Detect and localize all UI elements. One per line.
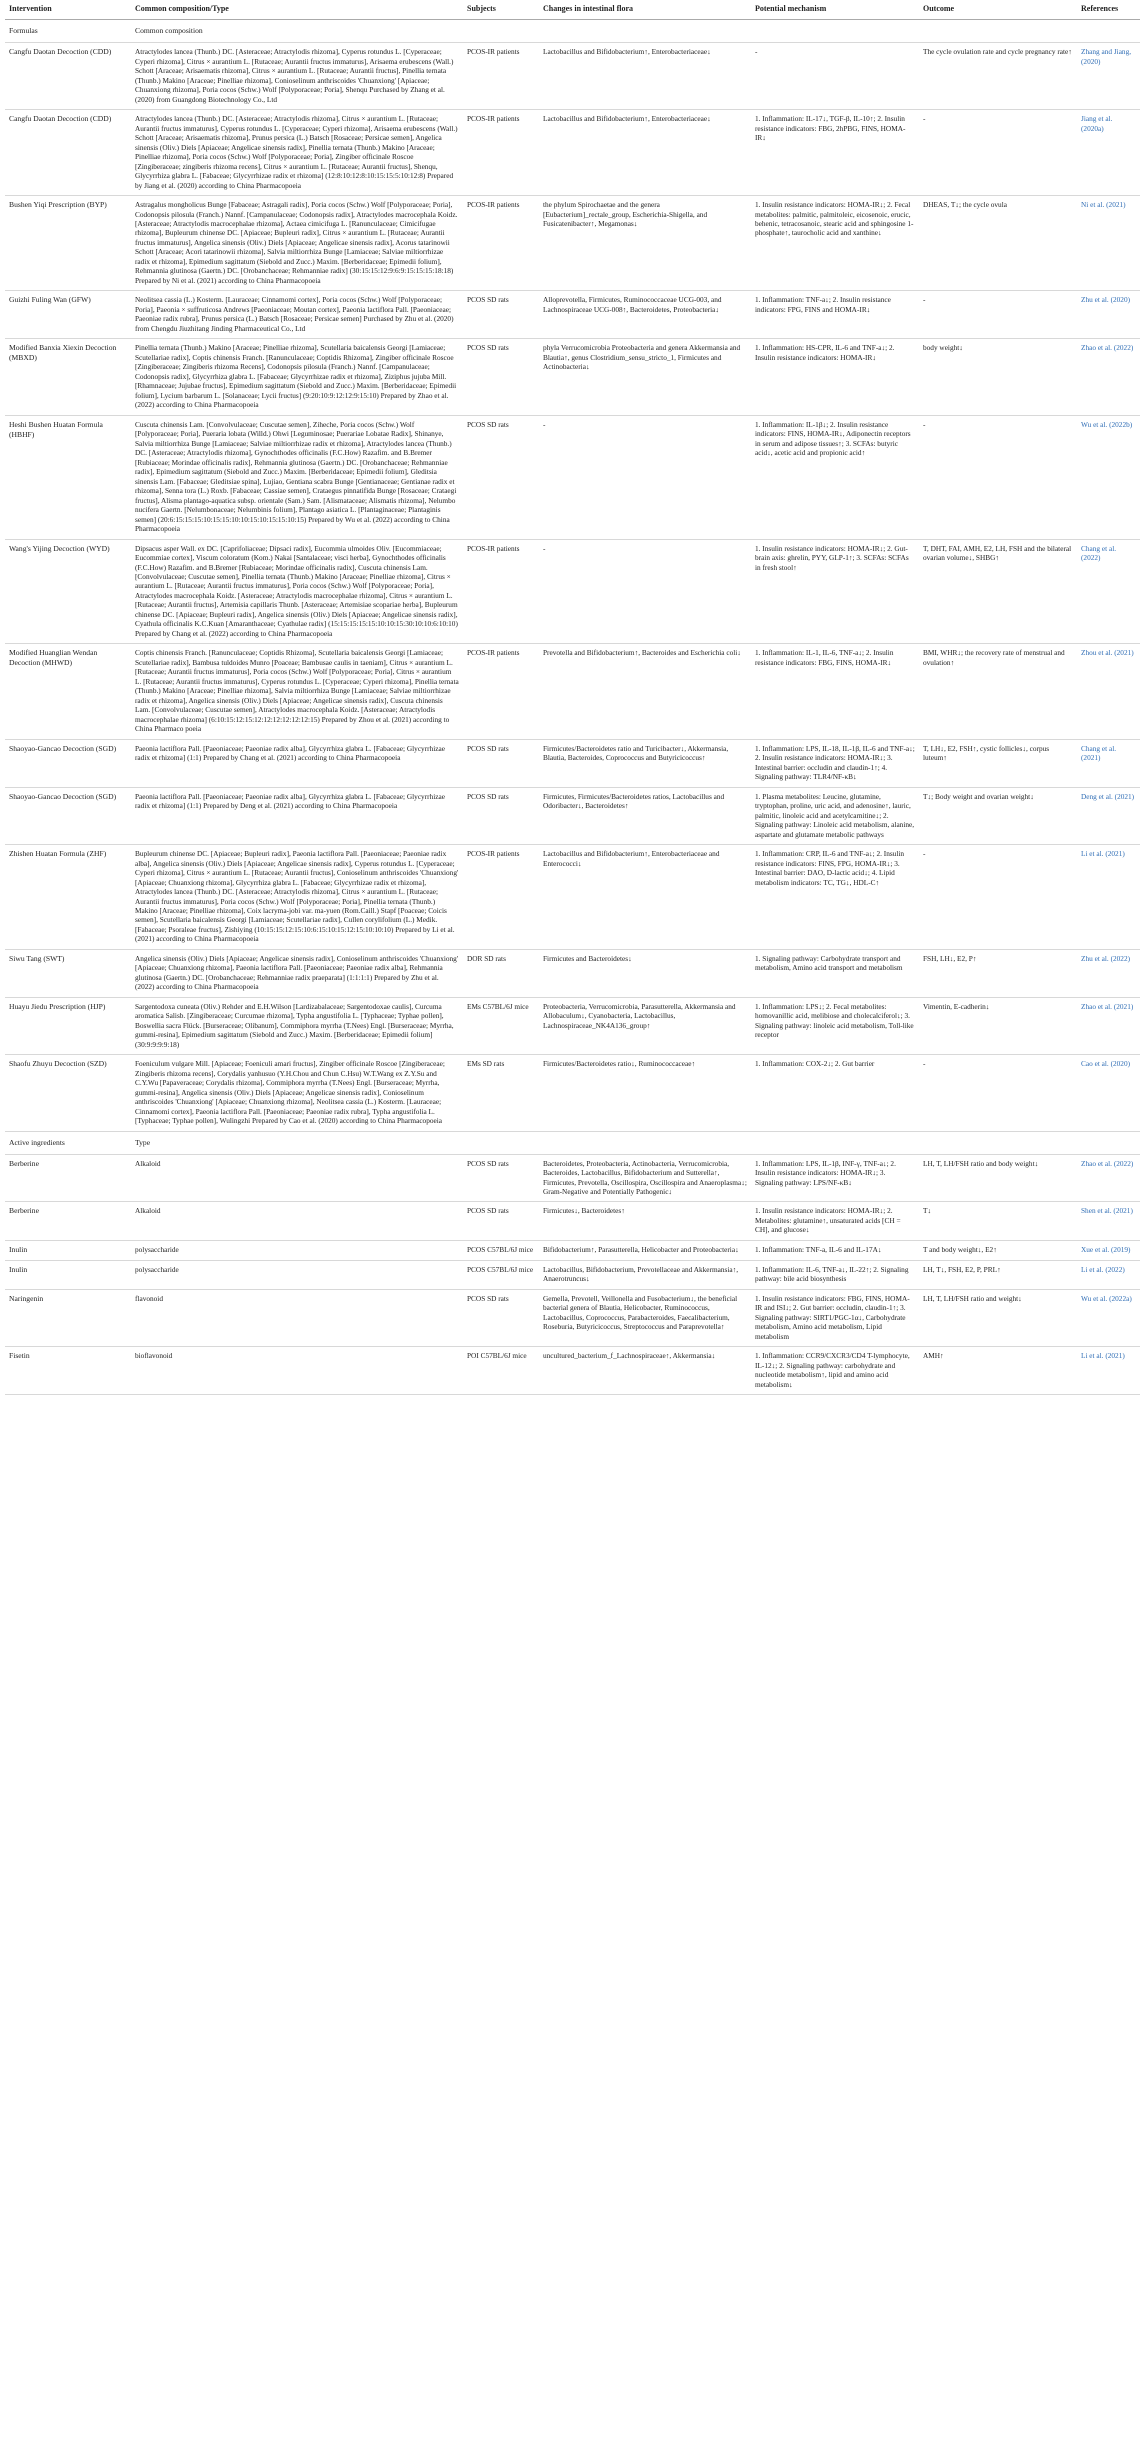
cell-outcome: Vimentin, E-cadherin↓ [919,997,1077,1054]
cell-intervention: Shaoyao-Gancao Decoction (SGD) [5,739,131,787]
cell-reference[interactable]: Wu et al. (2022a) [1077,1289,1140,1346]
cell-outcome: T↓ [919,1202,1077,1240]
cell-flora: Proteobacteria, Verrucomicrobia, Parasutterella, Akkermansia and Allobaculum↓, Cyanobacteria, Lactobacillus, Lachnospiraceae_NK4A136_group↑ [539,997,751,1054]
cell-outcome: - [919,1055,1077,1131]
cell-flora: Prevotella and Bifidobacterium↑, Bacteroides and Escherichia coli↓ [539,644,751,739]
section-formulas-col2: Common composition [131,20,463,43]
cell-reference[interactable]: Ni et al. (2021) [1077,196,1140,291]
intervention-table [5,0,1140,1395]
cell-outcome: - [919,415,1077,539]
cell-subjects: PCOS-IR patients [463,196,539,291]
cell-flora: Firmicutes, Firmicutes/Bacteroidetes ratios, Lactobacillus and Odoribacter↓, Bacteroidetes↑ [539,787,751,844]
cell-subjects: PCOS-IR patients [463,845,539,950]
cell-composition: Foeniculum vulgare Mill. [Apiaceae; Foeniculi amari fructus], Zingiber officinale Roscoe [Zingiberaceae; Zingiberis rhizoma recens], Corydalis yanhusuo (Y.H.Chou and Chun C.Hsu) W.T.Wang ex Z.Y.Su and C.Y.Wu [Papaveraceae; Corydalis rhizoma], Commiphora myrrha (T.Nees) Engl. [Burseraceae; Myrrha, gummi-resina], Angelica sinensis (Oliv.) Diels [Apiaceae; Angelicae sinensis radix], Conioselinum anthriscoides 'Chuanxiong' [Apiaceae; Chuanxiong rhizoma], Neolitsea cassia (L.) Kosterm. [Lauraceae; Cinnamomi cortex], Paeonia lactiflora Pall. [Paeoniaceae; Paeoniae radix rubra], Typha angustifolia L. [Typhaceae; Typhae pollen], Wulingzhi Prepared by Cao et al. (2020) according to China Pharmacopoeia [131,1055,463,1131]
table-row [5,43,1140,110]
cell-composition: Dipsacus asper Wall. ex DC. [Caprifoliaceae; Dipsaci radix], Eucommia ulmoides Oliv. [Eucommiaceae; Eucommiae cortex], Viscum coloratum (Kom.) Nakai [Santalaceae; visci herba], Gynochthodes officinalis (F.C.How) Razafim. and B.Bremer [Rubiaceae; Morindae officinalis radix], Cuscuta chinensis Lam. [Convolvulaceae; Cuscutae semen], Pinellia ternata (Thunb.) Makino [Araceae; Pinelliae rhizoma], Citrus × aurantium L. [Rutaceae; Aurantii fructus immaturus], Poria cocos (Schw.) Wolf [Polyporaceae; Poria], Atractylodes macrocephala Koidz. [Asteraceae; Atractylodis macrocephalae rhizoma], Citrus × aurantium L. [Rutaceae; Aurantii fructus], Artemisia capillaris Thunb. [Asteraceae; Artemisiae scopariae herba], Bupleurum chinense DC. [Apiaceae; Bupleuri radix], Angelica sinensis (Oliv.) Diels [Apiaceae; Angelicae sinensis radix], Cyathula officinalis K.C.Kuan [Amaranthaceae; Cyathulae radix] (15:15:15:15:15:10:10:15:30:10:10:6:10:10) Prepared by Chang et al. (2022) according to China Pharmacopoeia [131,539,463,644]
cell-outcome: T, DHT, FAI, AMH, E2, LH, FSH and the bilateral ovarian volume↓, SHBG↑ [919,539,1077,644]
cell-flora: phyla Verrucomicrobia Proteobacteria and genera Akkermansia and Blautia↑, genus Clostridium_sensu_stricto_1, Firmicutes and Actinobacteria↓ [539,339,751,415]
cell-composition: Atractylodes lancea (Thunb.) DC. [Asteraceae; Atractylodis rhizoma], Cyperus rotundus L. [Cyperaceae; Cyperi rhizoma], Citrus × aurantium L. [Rutaceae; Aurantii fructus immaturus], Arisaema erubescens (Wall.) Schott [Araceae; Arisaematis rhizoma], Citrus × aurantium L. [Rutaceae; Aurantii fructus], Pinellia ternata (Thunb.) Makino [Araceae; Pinelliae rhizoma], Conioselinum anthriscoides 'Chuanxiong' [Apiaceae; Chuanxiong rhizoma], Poria cocos (Schw.) Wolf [Polyporaceae; Poria], Shenqu Purchased by Zhang et al. (2020) from Guangdong Biotechnology Co., Ltd [131,43,463,110]
cell-mechanism: 1. Inflammation: COX-2↓; 2. Gut barrier [751,1055,919,1131]
cell-flora: - [539,539,751,644]
cell-reference[interactable]: Zhao et al. (2022) [1077,1154,1140,1202]
cell-reference[interactable]: Chang et al. (2021) [1077,739,1140,787]
header-mechanism: Potential mechanism [751,0,919,20]
cell-flora: Lactobacillus and Bifidobacterium↑, Enterobacteriaceae↓ [539,43,751,110]
table-row [5,644,1140,739]
table-row [5,1289,1140,1346]
cell-subjects: PCOS SD rats [463,415,539,539]
cell-composition: Coptis chinensis Franch. [Ranunculaceae; Coptidis Rhizoma], Scutellaria baicalensis Georgi [Lamiaceae; Scutellariae radix], Bambusa tuldoides Munro [Poaceae; Bambusae caulis in taeniam], Citrus × aurantium L. [Rutaceae; Aurantii fructus immaturus], Poria cocos (Schw.) Wolf [Polyporaceae; Poria], Citrus × aurantium L. [Rutaceae; Aurantii fructus immaturus], Cyperus rotundus L. [Cyperaceae; Cyperi rhizoma], Pinellia ternata (Thunb.) Makino [Araceae; Pinelliae rhizoma], Salvia miltiorrhiza Bunge [Lamiaceae; Salviae miltiorrhizae radix et rhizoma], Angelica sinensis (Oliv.) Diels [Apiaceae; Angelicae sinensis radix], Cuscuta chinensis Lam. [Convolvulaceae; Cuscutae semen], Atractylodes macrocephala Koidz. [Asteraceae; Atractylodis macrocephalae rhizoma] (6:10:15:12:15:12:12:12:12:12:12:15) Prepared by Zhou et al. (2021) according to China Pharmaco poeia [131,644,463,739]
cell-outcome: T and body weight↓, E2↑ [919,1240,1077,1260]
cell-composition: Paeonia lactiflora Pall. [Paeoniaceae; Paeoniae radix alba], Glycyrrhiza glabra L. [Fabaceae; Glycyrrhizae radix et rhizoma] (1:1) Prepared by Chang et al. (2021) according to China Pharmacopoeia [131,739,463,787]
cell-composition: Sargentodoxa cuneata (Oliv.) Rehder and E.H.Wilson [Lardizabalaceae; Sargentodoxae caulis], Curcuma aromatica Salisb. [Zingiberaceae; Curcumae rhizoma], Typha angustifolia L. [Typhaceae; Typhae pollen], Boswellia sacra Flück. [Burseraceae; Olibanum], Commiphora myrrha (T.Nees) Engl. [Burseraceae; Myrrha, gummi-resina], Epimedium sagittatum (Siebold and Zucc.) Maxim. [Berberidaceae; Epimedii folium] (30:9:9:9:9:18) [131,997,463,1054]
cell-flora: Firmicutes/Bacteroidetes ratio and Turicibacter↓, Akkermansia, Blautia, Bacteroides, Coprococcus and Butyricicoccus↑ [539,739,751,787]
cell-composition: Astragalus mongholicus Bunge [Fabaceae; Astragali radix], Poria cocos (Schw.) Wolf [Polyporaceae; Poria], Codonopsis pilosula (Franch.) Nannf. [Campanulaceae; Codonopsis radix], Atractylodes macrocephala Koidz. [Asteraceae; Atractylodis macrocephalae rhizoma], Actaea cimicifuga L. [Ranunculaceae; Cimicifugae rhizoma], Bupleurum chinense DC. [Apiaceae; Bupleuri radix], Citrus × aurantium L. [Rutaceae; Aurantii fructus immaturus], Angelica sinensis (Oliv.) Diels [Apiaceae; Angelicae sinensis radix], Acorus tatarinowii Schott [Araceae; Acori tatarinowii rhizoma], Salvia miltiorrhiza Bunge [Lamiaceae; Salviae miltiorrhizae radix et rhizoma], Epimedium sagittatum (Siebold and Zucc.) Maxim. [Berberidaceae; Epimedii folium], Rehmannia glutinosa (Gaertn.) DC. [Orobanchaceae; Rehmanniae radix] (30:15:15:12:9:6:9:15:15:15:18:18) Prepared by Ni et al. (2021) according to China Pharmacopoeia [131,196,463,291]
header-references: References [1077,0,1140,20]
cell-subjects: PCOS SD rats [463,1202,539,1240]
cell-outcome: T, LH↓, E2, FSH↑, cystic follicles↓, corpus luteum↑ [919,739,1077,787]
cell-composition: Atractylodes lancea (Thunb.) DC. [Asteraceae; Atractylodis rhizoma], Citrus × aurantium L. [Rutaceae; Aurantii fructus immaturus], Cyperus rotundus L. [Cyperaceae; Cyperi rhizoma], Arisaema erubescens (Wall.) Schott [Araceae; Arisaematis rhizoma], Prunus persica (L.) Batsch [Rosaceae; Persicae semen], Angelica sinensis (Oliv.) Diels [Apiaceae; Angelicae sinensis radix], Pinellia ternata (Thunb.) Makino [Araceae; Pinelliae rhizoma], Poria cocos (Schw.) Wolf [Polyporaceae; Poria], Zingiber officinale Roscoe [Zingiberaceae; zingiberis rhizoma recens], Citrus × aurantium L. [Rutaceae; Aurantii fructus], Shenqu, Glycyrrhiza glabra L. [Fabaceae; Glycyrrhizae radix et rhizoma] (12:8:10:12:8:10:15:15:5:10:12:8) Prepared by Jiang et al. (2020) according to China Pharmacopoeia [131,110,463,196]
cell-flora: Lactobacillus, Bifidobacterium, Prevotellaceae and Akkermansia↑, Anaerotruncus↓ [539,1260,751,1289]
cell-mechanism: 1. Plasma metabolites: Leucine, glutamine, tryptophan, proline, uric acid, and adenosine↑, lauric, palmitic, linoleic acid and acetylcarnitine↓; 2. Signaling pathway: Linoleic acid metabolism, alanine, aspartate and glutamate metabolic pathways [751,787,919,844]
section-formulas-row [5,20,1140,43]
table-header-row [5,0,1140,20]
table-row [5,997,1140,1054]
section-formulas-label: Formulas [5,20,131,43]
cell-intervention: Inulin [5,1240,131,1260]
cell-composition: bioflavonoid [131,1347,463,1395]
cell-reference[interactable]: Wu et al. (2022b) [1077,415,1140,539]
cell-mechanism: 1. Inflammation: IL-6, TNF-a↓, IL-22↑; 2. Signaling pathway: bile acid biosynthesis [751,1260,919,1289]
cell-subjects: PCOS C57BL/6J mice [463,1240,539,1260]
cell-composition: polysaccharide [131,1240,463,1260]
cell-composition: Cuscuta chinensis Lam. [Convolvulaceae; Cuscutae semen], Ziheche, Poria cocos (Schw.) Wolf [Polyporaceae; Poria], Pueraria lobata (Willd.) Ohwi [Leguminosae; Puerariae Lobatae Radix], Shinanye, Salvia miltiorrhiza Bunge [Lamiaceae; Salviae miltiorrhizae radix et rhizoma], Atractylodes lancea (Thunb.) DC. [Asteraceae; Atractylodis rhizoma], Gynochthodes officinalis (F.C.How) Razafim. and B.Bremer [Rubiaceae; Morindae officinalis radix], Rehmannia glutinosa (Gaertn.) DC. [Orobanchaceae; Rehmanniae radix], Epimedium sagittatum (Siebold and Zucc.) Maxim. [Berberidaceae; Epimedii folium], Gleditsia sinensis Lam. [Fabaceae; Gleditsiae spina], Lujiao, Gentiana scabra Bunge [Gentianaceae; Gentianae radix et rhizoma], Senna tora (L.) Roxb. [Fabaceae; Cassiae semen], Crataegus pinnatifida Bunge [Rosaceae; Crataegi fructus], Alisma plantago-aquatica subsp. orientale (Sam.) Sam. [Alismataceae; Alismatis rhizoma], Nelumbo nucifera Gaertn. [Nelumbonaceae; Nelumbinis folium], Plantago asiatica L. [Plantaginaceae; Plantaginis semen] (20:6:15:15:15:10:15:15:10:10:15:10:15:15:10:15) Prepared by Wu et al. (2022) according to China Pharmacopoeia [131,415,463,539]
table-row [5,110,1140,196]
table-row [5,1347,1140,1395]
cell-intervention: Heshi Bushen Huatan Formula (HBHF) [5,415,131,539]
cell-mechanism: 1. Inflammation: CRP, IL-6 and TNF-a↓; 2. Insulin resistance indicators: FINS, FPG, HOMA-IR↓; 3. Intestinal barrier: DAO, D-lactic acid↓; 4. Lipid metabolism indicators: TC, TG↓, HDL-C↑ [751,845,919,950]
cell-flora: Firmicutes↓, Bacteroidetes↑ [539,1202,751,1240]
cell-subjects: EMs SD rats [463,1055,539,1131]
table-row [5,787,1140,844]
cell-intervention: Bushen Yiqi Prescription (BYP) [5,196,131,291]
cell-flora: Firmicutes and Bacteroidetes↓ [539,949,751,997]
cell-reference[interactable]: Cao et al. (2020) [1077,1055,1140,1131]
table-row [5,415,1140,539]
table-row [5,1202,1140,1240]
section-active-label: Active ingredients [5,1131,131,1154]
cell-intervention: Berberine [5,1154,131,1202]
cell-subjects: PCOS-IR patients [463,110,539,196]
cell-outcome: BMI, WHR↓; the recovery rate of menstrual and ovulation↑ [919,644,1077,739]
cell-outcome: AMH↑ [919,1347,1077,1395]
cell-intervention: Modified Banxia Xiexin Decoction (MBXD) [5,339,131,415]
cell-subjects: PCOS SD rats [463,291,539,339]
cell-mechanism: 1. Inflammation: IL-17↓, TGF-β, IL-10↑; 2. Insulin resistance indicators: FBG, 2hPBG, FINS, HOMA-IR↓ [751,110,919,196]
cell-mechanism: 1. Inflammation: IL-1β↓; 2. Insulin resistance indicators: FINS, HOMA-IR↓, Adiponectin receptors in serum and adipose tissues↑; 3. SCFAs: butyric acid↓, acetic acid and propionic acid↑ [751,415,919,539]
cell-reference[interactable]: Li et al. (2022) [1077,1260,1140,1289]
cell-subjects: PCOS SD rats [463,339,539,415]
cell-flora: Alloprevotella, Firmicutes, Ruminococcaceae UCG-003, and Lachnospiraceae UCG-008↑, Bacteroidetes, Proteobacteria↓ [539,291,751,339]
cell-mechanism: 1. Insulin resistance indicators: HOMA-IR↓; 2. Metabolites: glutamine↑, unsaturated acids [CH = CH], and glucose↓ [751,1202,919,1240]
table-row [5,539,1140,644]
cell-mechanism: - [751,43,919,110]
cell-intervention: Siwu Tang (SWT) [5,949,131,997]
cell-outcome: T↓; Body weight and ovarian weight↓ [919,787,1077,844]
cell-outcome: DHEAS, T↓; the cycle ovula [919,196,1077,291]
table-body [5,20,1140,1395]
cell-reference[interactable]: Zhao et al. (2021) [1077,997,1140,1054]
cell-intervention: Shaoyao-Gancao Decoction (SGD) [5,787,131,844]
table-row [5,339,1140,415]
cell-mechanism: 1. Inflammation: TNF-a↓; 2. Insulin resistance indicators: FPG, FINS and HOMA-IR↓ [751,291,919,339]
cell-outcome: body weight↓ [919,339,1077,415]
cell-outcome: - [919,845,1077,950]
section-active-row [5,1131,1140,1154]
cell-composition: Alkaloid [131,1202,463,1240]
cell-intervention: Cangfu Daotan Decoction (CDD) [5,43,131,110]
cell-subjects: PCOS-IR patients [463,43,539,110]
cell-reference[interactable]: Zhao et al. (2022) [1077,339,1140,415]
cell-intervention: Inulin [5,1260,131,1289]
cell-intervention: Zhishen Huatan Formula (ZHF) [5,845,131,950]
cell-flora: the phylum Spirochaetae and the genera [Eubacterium]_rectale_group, Escherichia-Shigella, and Fusicatenibacter↑, Megamonas↓ [539,196,751,291]
table-row [5,196,1140,291]
cell-flora: uncultured_bacterium_f_Lachnospiraceae↑, Akkermansia↓ [539,1347,751,1395]
cell-subjects: PCOS C57BL/6J mice [463,1260,539,1289]
cell-flora: Gemella, Prevotell, Veillonella and Fusobacterium↓, the beneficial bacterial genera of Blautia, Helicobacter, Ruminococcus, Lactobacillus, Coprococcus, Parabacteroides, Faecalibacterium, Roseburia, Butyricicoccus, Streptococcus and Paraprevotella↑ [539,1289,751,1346]
cell-subjects: PCOS SD rats [463,1289,539,1346]
cell-reference[interactable]: Li et al. (2021) [1077,845,1140,950]
table-row [5,291,1140,339]
cell-mechanism: 1. Insulin resistance indicators: FBG, FINS, HOMA-IR and ISI↓; 2. Gut barrier: occludin, claudin-1↑; 3. Signaling pathway: SIRT1/PGC-1α↓, Carbohydrate metabolism, Amino acid metabolism, Lipid metabolism [751,1289,919,1346]
cell-intervention: Huayu Jiedu Prescription (HJP) [5,997,131,1054]
header-subjects: Subjects [463,0,539,20]
cell-mechanism: 1. Inflammation: LPS, IL-18, IL-1β, IL-6 and TNF-a↓; 2. Insulin resistance indicators: HOMA-IR↓; 3. Intestinal barrier: occludin and claudin-1↑; 4. Signaling pathway: TLR4/NF-κB↓ [751,739,919,787]
cell-flora: Firmicutes/Bacteroidetes ratio↓, Ruminococcaceae↑ [539,1055,751,1131]
cell-subjects: DOR SD rats [463,949,539,997]
cell-subjects: PCOS SD rats [463,739,539,787]
table-row [5,949,1140,997]
table-row [5,1240,1140,1260]
cell-intervention: Modified Huanglian Wendan Decoction (MHWD) [5,644,131,739]
cell-intervention: Berberine [5,1202,131,1240]
cell-composition: Pinellia ternata (Thunb.) Makino [Araceae; Pinelliae rhizoma], Scutellaria baicalensis Georgi [Lamiaceae; Scutellariae radix], Coptis chinensis Franch. [Ranunculaceae; Coptidis Rhizoma], Zingiber officinale Roscoe [Zingiberaceae; Zingiberis rhizoma Recens], Codonopsis pilosula (Franch.) Nannf. [Campanulaceae; Codonopsis radix], Glycyrrhiza glabra L. [Fabaceae; Glycyrrhizae radix et rhizoma], Ziziphus jujuba Mill. [Rhamnaceae; Jujubae fructus], Epimedium sagittatum (Siebold and Zucc.) Maxim. [Berberidaceae; Epimedii folium], Lycium barbarum L. [Solanaceae; Lycii fructus] (9:20:10:9:12:12:9:15:10) Prepared by Zhao et al. (2022) according to China Pharmacopoeia [131,339,463,415]
header-composition: Common composition/Type [131,0,463,20]
table-row [5,1154,1140,1202]
cell-flora: Lactobacillus and Bifidobacterium↑, Enterobacteriaceae and Enterococci↓ [539,845,751,950]
cell-reference[interactable]: Li et al. (2021) [1077,1347,1140,1395]
cell-subjects: PCOS SD rats [463,1154,539,1202]
cell-intervention: Wang's Yijing Decoction (WYD) [5,539,131,644]
cell-composition: Bupleurum chinense DC. [Apiaceae; Bupleuri radix], Paeonia lactiflora Pall. [Paeoniaceae; Paeoniae radix alba], Angelica sinensis (Oliv.) Diels [Apiaceae; Angelicae sinensis radix], Cyperus rotundus L. [Cyperaceae; Cyperi rhizoma], Citrus × aurantium L. [Rutaceae; Aurantii fructus], Conioselinum anthriscoides 'Chuanxiong' [Apiaceae; Chuanxiong rhizoma], Glycyrrhiza glabra L. [Fabaceae; Glycyrrhizae radix et rhizoma], Atractylodes lancea (Thunb.) DC. [Asteraceae; Atractylodis rhizoma], Citrus × aurantium L. [Rutaceae; Aurantii fructus immaturus], Poria cocos (Schw.) Wolf [Polyporaceae; Poria], Pinellia ternata (Thunb.) Makino [Araceae; Pinelliae rhizoma], Coix lacryma-jobi var. ma-yuen (Rom.Caill.) Stapf [Poaceae; Coicis semen], Scutellaria baicalensis Georgi [Lamiaceae; Scutellariae radix], Cullen corylifolium (L.) Medik. [Fabaceae; Psoraleae fructus], Zishiying (10:15:15:12:15:10:6:15:10:15:12:15:10:10:10) Prepared by Li et al. (2021) according to China Pharmacopoeia [131,845,463,950]
cell-outcome: LH, T, LH/FSH ratio and body weight↓ [919,1154,1077,1202]
cell-mechanism: 1. Inflammation: LPS↓; 2. Fecal metabolites: homovanillic acid, melibiose and cholecalciferol↓; 3. Signaling pathway: linoleic acid metabolism, Toll-like receptor [751,997,919,1054]
cell-reference[interactable]: Xue et al. (2019) [1077,1240,1140,1260]
cell-outcome: LH, T, LH/FSH ratio and weight↓ [919,1289,1077,1346]
cell-mechanism: 1. Inflammation: IL-1, IL-6, TNF-a↓; 2. Insulin resistance indicators: FBG, FINS, HOMA-IR↓ [751,644,919,739]
cell-reference[interactable]: Zhou et al. (2021) [1077,644,1140,739]
cell-reference[interactable]: Jiang et al. (2020a) [1077,110,1140,196]
cell-flora: Lactobacillus and Bifidobacterium↑, Enterobacteriaceae↓ [539,110,751,196]
cell-mechanism: 1. Inflammation: HS-CPR, IL-6 and TNF-a↓; 2. Insulin resistance indicators: HOMA-IR↓ [751,339,919,415]
cell-subjects: EMs C57BL/6J mice [463,997,539,1054]
cell-subjects: PCOS SD rats [463,787,539,844]
cell-reference[interactable]: Zhu et al. (2022) [1077,949,1140,997]
header-intervention: Intervention [5,0,131,20]
table-row [5,739,1140,787]
cell-reference[interactable]: Deng et al. (2021) [1077,787,1140,844]
cell-composition: flavonoid [131,1289,463,1346]
cell-mechanism: 1. Inflammation: CCR9/CXCR3/CD4 T-lymphocyte, IL-12↓; 2. Signaling pathway: carbohydrate and nucleotide metabolism↑, lipid and amino acid metabolism↓ [751,1347,919,1395]
cell-subjects: PCOS-IR patients [463,644,539,739]
cell-composition: Paeonia lactiflora Pall. [Paeoniaceae; Paeoniae radix alba], Glycyrrhiza glabra L. [Fabaceae; Glycyrrhizae radix et rhizoma] (1:1) Prepared by Deng et al. (2021) according to China Pharmacopoeia [131,787,463,844]
cell-outcome: LH, T↓, FSH, E2, P, PRL↑ [919,1260,1077,1289]
section-active-col2: Type [131,1131,463,1154]
cell-flora: Bifidobacterium↑, Parasutterella, Helicobacter and Proteobacteria↓ [539,1240,751,1260]
cell-reference[interactable]: Chang et al. (2022) [1077,539,1140,644]
cell-composition: Neolitsea cassia (L.) Kosterm. [Lauraceae; Cinnamomi cortex], Poria cocos (Schw.) Wolf [Polyporaceae; Poria], Paeonia × suffruticosa Andrews [Paeoniaceae; Moutan cortex], Paeonia lactiflora Pall. [Paeoniaceae; Paeoniae radix rubra], Prunus persica (L.) Batsch [Rosaceae; Persicae semen] Purchased by Zhu et al. (2020) from Chengdu Jiuzhitang Jinding Pharmaceutical Co., Ltd [131,291,463,339]
cell-composition: Angelica sinensis (Oliv.) Diels [Apiaceae; Angelicae sinensis radix], Conioselinum anthriscoides 'Chuanxiong' [Apiaceae; Chuanxiong rhizoma], Paeonia lactiflora Pall. [Paeoniaceae; Paeoniae radix alba], Rehmannia glutinosa (Gaertn.) DC. [Orobanchaceae; Rehmanniae radix praeparata] (1:1:1:1) Prepared by Zhu et al. (2022) according to China Pharmacopoeia [131,949,463,997]
cell-mechanism: 1. Insulin resistance indicators: HOMA-IR↓; 2. Fecal metabolites: palmitic, palmitoleic, eicosenoic, erucic, behenic, tetracosanoic, stearic acid and sphingosine 1-phosphate↑, taurocholic acid and xanthine↓ [751,196,919,291]
table-row [5,1260,1140,1289]
cell-mechanism: 1. Signaling pathway: Carbohydrate transport and metabolism, Amino acid transport and metabolism [751,949,919,997]
cell-outcome: - [919,110,1077,196]
header-outcome: Outcome [919,0,1077,20]
cell-intervention: Cangfu Daotan Decoction (CDD) [5,110,131,196]
cell-intervention: Shaofu Zhuyu Decoction (SZD) [5,1055,131,1131]
header-flora: Changes in intestinal flora [539,0,751,20]
cell-mechanism: 1. Inflammation: TNF-a, IL-6 and IL-17A↓ [751,1240,919,1260]
cell-flora: Bacteroidetes, Proteobacteria, Actinobacteria, Verrucomicrobia, Bacteroides, Lactobacillus, Bifidobacterium and Sutterella↑, Firmicutes, Prevotella, Oscillospira, Oscillospira and Anaeroplasma↓; Gram-Negative and Potentially Pathogenic↓ [539,1154,751,1202]
cell-mechanism: 1. Inflammation: LPS, IL-1β, INF-γ, TNF-a↓; 2. Insulin resistance indicators: HOMA-IR↓; 3. Signaling pathway: LPS/NF-κB↓ [751,1154,919,1202]
cell-intervention: Guizhi Fuling Wan (GFW) [5,291,131,339]
cell-subjects: POI C57BL/6J mice [463,1347,539,1395]
cell-flora: - [539,415,751,539]
cell-outcome: The cycle ovulation rate and cycle pregnancy rate↑ [919,43,1077,110]
table-row [5,845,1140,950]
cell-intervention: Fisetin [5,1347,131,1395]
cell-subjects: PCOS-IR patients [463,539,539,644]
cell-mechanism: 1. Insulin resistance indicators: HOMA-IR↓; 2. Gut-brain axis: ghrelin, PYY, GLP-1↑; 3. SCFAs: SCFAs in fresh stool↑ [751,539,919,644]
cell-outcome: - [919,291,1077,339]
cell-reference[interactable]: Zhang and Jiang, (2020) [1077,43,1140,110]
cell-reference[interactable]: Shen et al. (2021) [1077,1202,1140,1240]
cell-composition: polysaccharide [131,1260,463,1289]
cell-intervention: Naringenin [5,1289,131,1346]
cell-outcome: FSH, LH↓, E2, P↑ [919,949,1077,997]
cell-reference[interactable]: Zhu et al. (2020) [1077,291,1140,339]
table-row [5,1055,1140,1131]
cell-composition: Alkaloid [131,1154,463,1202]
